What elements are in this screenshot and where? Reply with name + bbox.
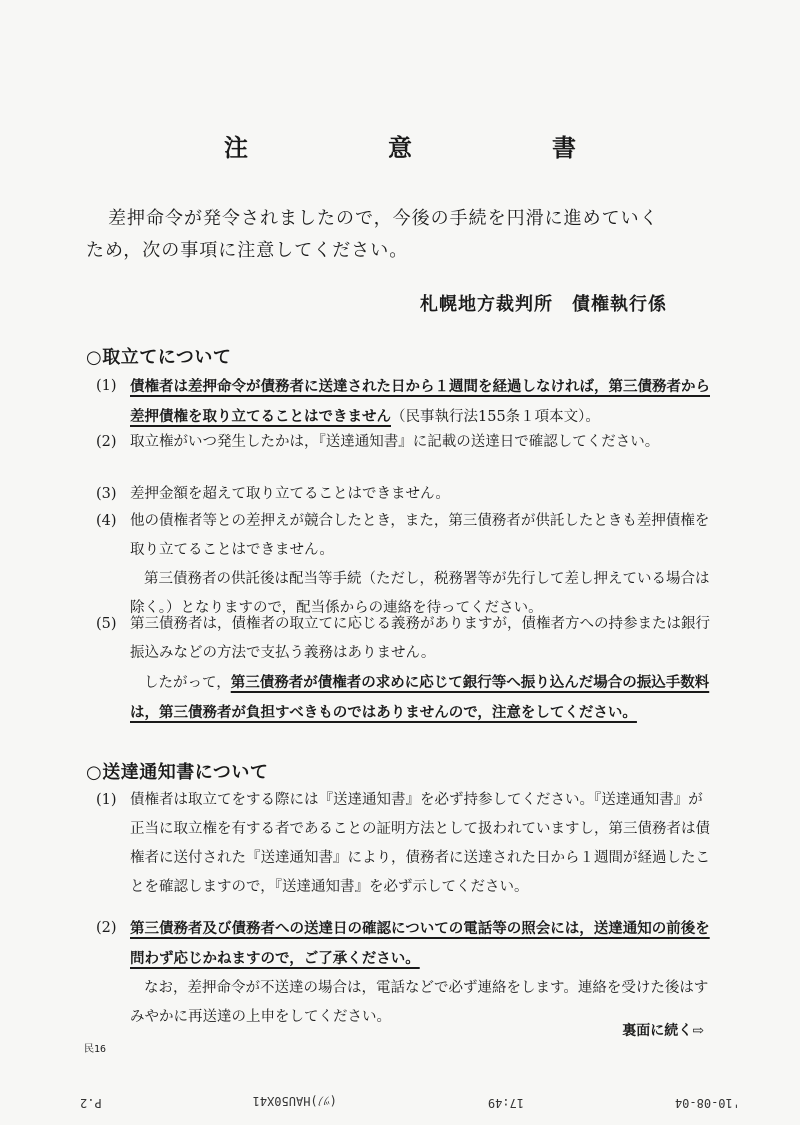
fax-page: P.2: [80, 1096, 102, 1110]
collection-item-4: [96, 507, 716, 623]
item-text: 第三債務者は，債権者の取立てに応じる義務がありますが，債権者方への持参または銀行振込みなどの方法で支払う義務はありません。: [130, 616, 710, 661]
intro-paragraph: [86, 203, 726, 267]
item-note-head: したがって，: [144, 675, 231, 691]
issuer-name: 札幌地方裁判所 債権執行係: [420, 294, 667, 315]
item-note: なお，差押命令が不送達の場合は，電話などで必ず連絡をします。連絡を受けた後はすみやかに再送達の上申をしてください。: [130, 980, 709, 1025]
intro-line-2: ため，次の事項に注意してください。: [86, 240, 409, 261]
fax-header-line: [80, 1090, 740, 1110]
collection-item-5: [96, 610, 716, 728]
item-number: (4): [96, 513, 117, 529]
collection-item-1: [96, 372, 716, 432]
fax-date: '10-08-04: [674, 1096, 740, 1110]
intro-line-1: 差押命令が発令されましたので，今後の手続を円滑に進めていく: [108, 208, 659, 229]
item-text: 他の債権者等との差押えが競合したとき，また，第三債務者が供託したときも差押債権を取り立てることはできません。: [130, 513, 710, 558]
form-code: 民16: [84, 1044, 107, 1055]
item-number: (1): [96, 378, 117, 394]
item-text: 取立権がいつ発生したかは，『送達通知書』に記載の送達日で確認してください。: [130, 434, 660, 450]
fax-sender: (ﾂﾉ)HAU50X41: [252, 1094, 337, 1108]
collection-item-3: [96, 480, 716, 509]
item-number: (2): [96, 920, 117, 936]
item-text: 債権者は取立てをする際には『送達通知書』を必ず持参してください。『送達通知書』が正当に取立権を有する者であることの証明方法として扱われていますし，第三債務者は債権者に送付された『送達通知書』により，債務者に送達された日から１週間が経過したことを確認しますので，『送達通知書』を必ず示してください。: [130, 792, 710, 895]
item-number: (2): [96, 434, 117, 450]
section-heading-collection: ○取立てについて: [86, 347, 232, 368]
item-text: 差押金額を超えて取り立てることはできません。: [130, 486, 450, 502]
item-number: (3): [96, 486, 117, 502]
item-text-underlined: 第三債務者及び債務者への送達日の確認についての電話等の照会には，送達通知の前後を問わず応じかねますので，ご了承ください。: [130, 920, 710, 967]
fax-time: 17:49: [487, 1096, 524, 1110]
item-text-underlined: 債権者は差押命令が債務者に送達された日から１週間を経過しなければ，第三債務者から差押債権を取り立てることはできません: [130, 378, 710, 425]
item-text-tail: （民事執行法155条１項本文）。: [391, 409, 600, 425]
item-number: (1): [96, 792, 117, 808]
notice-item-2: [96, 914, 716, 1032]
item-note-underlined: 第三債務者が債権者の求めに応じて銀行等へ振り込んだ場合の振込手数料は，第三債務者が負担すべきものではありませんので，注意をしてください。: [130, 674, 710, 721]
collection-item-2: [96, 428, 716, 457]
continued-on-back: 裏面に続く⇨: [622, 1023, 704, 1039]
item-number: (5): [96, 616, 117, 632]
item-note: 第三債務者の供託後は配当等手続（ただし，税務署等が先行して差し押えている場合は除く。）となりますので，配当係からの連絡を待ってください。: [130, 571, 710, 616]
document-title: 注 意 書: [224, 133, 634, 162]
notice-item-1: [96, 786, 716, 902]
section-heading-notice: ○送達通知書について: [86, 762, 269, 783]
